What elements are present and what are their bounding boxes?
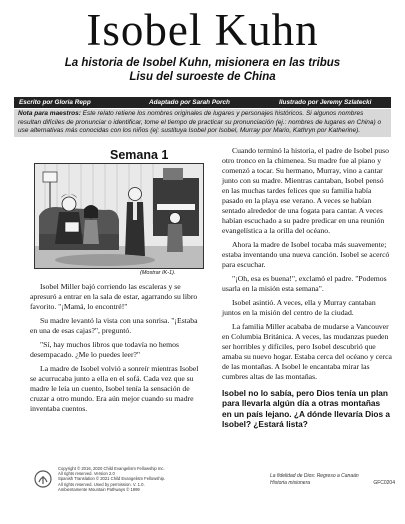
subtitle-line-2: Lisu del suroeste de China bbox=[129, 71, 276, 83]
page-title: Isobel Kuhn bbox=[86, 5, 319, 55]
copyright-line: Ambientamente Mountain Pathways © 1999 bbox=[58, 486, 140, 492]
subtitle-line-1: La historia de Isobel Kuhn, misionera en las tribus bbox=[64, 57, 341, 69]
story-paragraph: La madre de Isobel volvió a sonreír mientras Isobel se acurrucaba junto a ella en el sofá. Cada vez que su madre le leía un cuento, Isobel tenía la sensación de cruzar a otro mundo. Era aún mejor cuando su madre inventaba cuentos. bbox=[30, 364, 199, 413]
writer-credit: Escrito por Gloria Repp bbox=[19, 99, 91, 106]
teacher-note-text: Este relato retiene los nombres originales de lugares y personajes históricos. Si algunos nombres resultan difíciles de pronunciar o identificar, tome el tiempo de practicar su pronunciación (ej.: nombres de lugares en China) o use alternativas más conocidas con los niños (ej: sustituya Isobel por Isobel, Murray por Mario, Kathryn por Katherine). bbox=[18, 110, 382, 135]
story-left-column bbox=[30, 282, 202, 418]
credits-bar bbox=[14, 97, 391, 108]
page-subtitle bbox=[0, 56, 405, 84]
copyright-line: All rights reserved. Used by permission. V. 1.0. bbox=[58, 481, 145, 487]
story-paragraph: Isobel asintió. A veces, ella y Murray cantaban juntos en la misión del centro de la ciudad. bbox=[222, 298, 376, 317]
story-paragraph: Cuando terminó la historia, el padre de Isobel puso otro tronco en la chimenea. Su madre fue al piano y comenzó a tocar. Su hermano, Murray, vino a cantar junto con su madre. Mientras cantaban, Isobel pensó en las muchas tardes felices que su familia había pasado en la playa ese verano. A veces se habían sentado alrededor de una fogata para cantar. A veces habían escuchado a su padre predicar en una reunión evangelística a la orilla del océano. bbox=[222, 146, 389, 235]
series-title: La fidelidad de Dios: Regreso a Canaán bbox=[270, 473, 359, 479]
copyright-line: Spanish Translation © 2021 Child Evangelism Fellowship. bbox=[58, 476, 166, 482]
teacher-note-label: Nota para maestros: bbox=[18, 110, 81, 117]
series-code: GFC0204 bbox=[373, 479, 395, 486]
story-paragraph: "Sí, hay muchos libros que todavía no hemos desempacado. ¿Me lo puedes leer?" bbox=[30, 340, 179, 359]
story-right-column bbox=[222, 146, 392, 429]
series-footer bbox=[270, 473, 395, 486]
week-heading: Semana 1 bbox=[110, 148, 169, 162]
illustrator-credit: Ilustrado por Jeremy Szlatecki bbox=[279, 99, 372, 106]
series-subtitle: Historia misionera bbox=[270, 479, 311, 486]
copyright-line: All rights reserved. Version 2.0 bbox=[58, 471, 115, 477]
copyright-block bbox=[58, 466, 208, 492]
story-paragraph: "¡Oh, esa es buena!", exclamó el padre. "Podemos usarla en la misión esta semana". bbox=[222, 274, 387, 293]
story-paragraph: Isobel Miller bajó corriendo las escaleras y se apresuró a entrar en la sala de estar, agarrando su libro favorito. "¡Mamá, lo encontré!" bbox=[30, 282, 198, 311]
story-paragraph: Su madre levantó la vista con una sonrisa. "¡Estaba en una de esas cajas?", preguntó. bbox=[30, 316, 198, 335]
story-paragraph: La familia Miller acababa de mudarse a Vancouver en Columbia Británica. A veces, las mudanzas pueden ser horribles y difíciles, pero Isobel descubrió que amaba su nuevo hogar. Estaba cerca del océano y cerca de las montañas. A Isobel le encantaba mirar las cumbres altas de las montañas. bbox=[222, 322, 392, 381]
family-living-room-illustration bbox=[35, 164, 203, 268]
story-illustration bbox=[34, 163, 204, 269]
story-paragraph: Ahora la madre de Isobel tocaba más suavemente; estaba inventando una nueva canción. Isobel se acercó para escuchar. bbox=[222, 240, 390, 269]
copyright-line: Copyright © 2016, 2020 Child Evangelism Fellowship Inc. bbox=[58, 466, 165, 471]
illustration-caption: (Mostrar IK-1). bbox=[140, 270, 176, 276]
cef-logo-icon bbox=[34, 470, 52, 488]
teacher-note bbox=[14, 109, 391, 137]
review-question: Isobel no lo sabía, pero Dios tenía un plan para llevarla algún día a otras montañas en un país lejano. ¿A dónde llevaría Dios a Isobel? ¿Estará lista? bbox=[222, 388, 390, 429]
adapter-credit: Adaptado por Sarah Porch bbox=[149, 99, 230, 106]
